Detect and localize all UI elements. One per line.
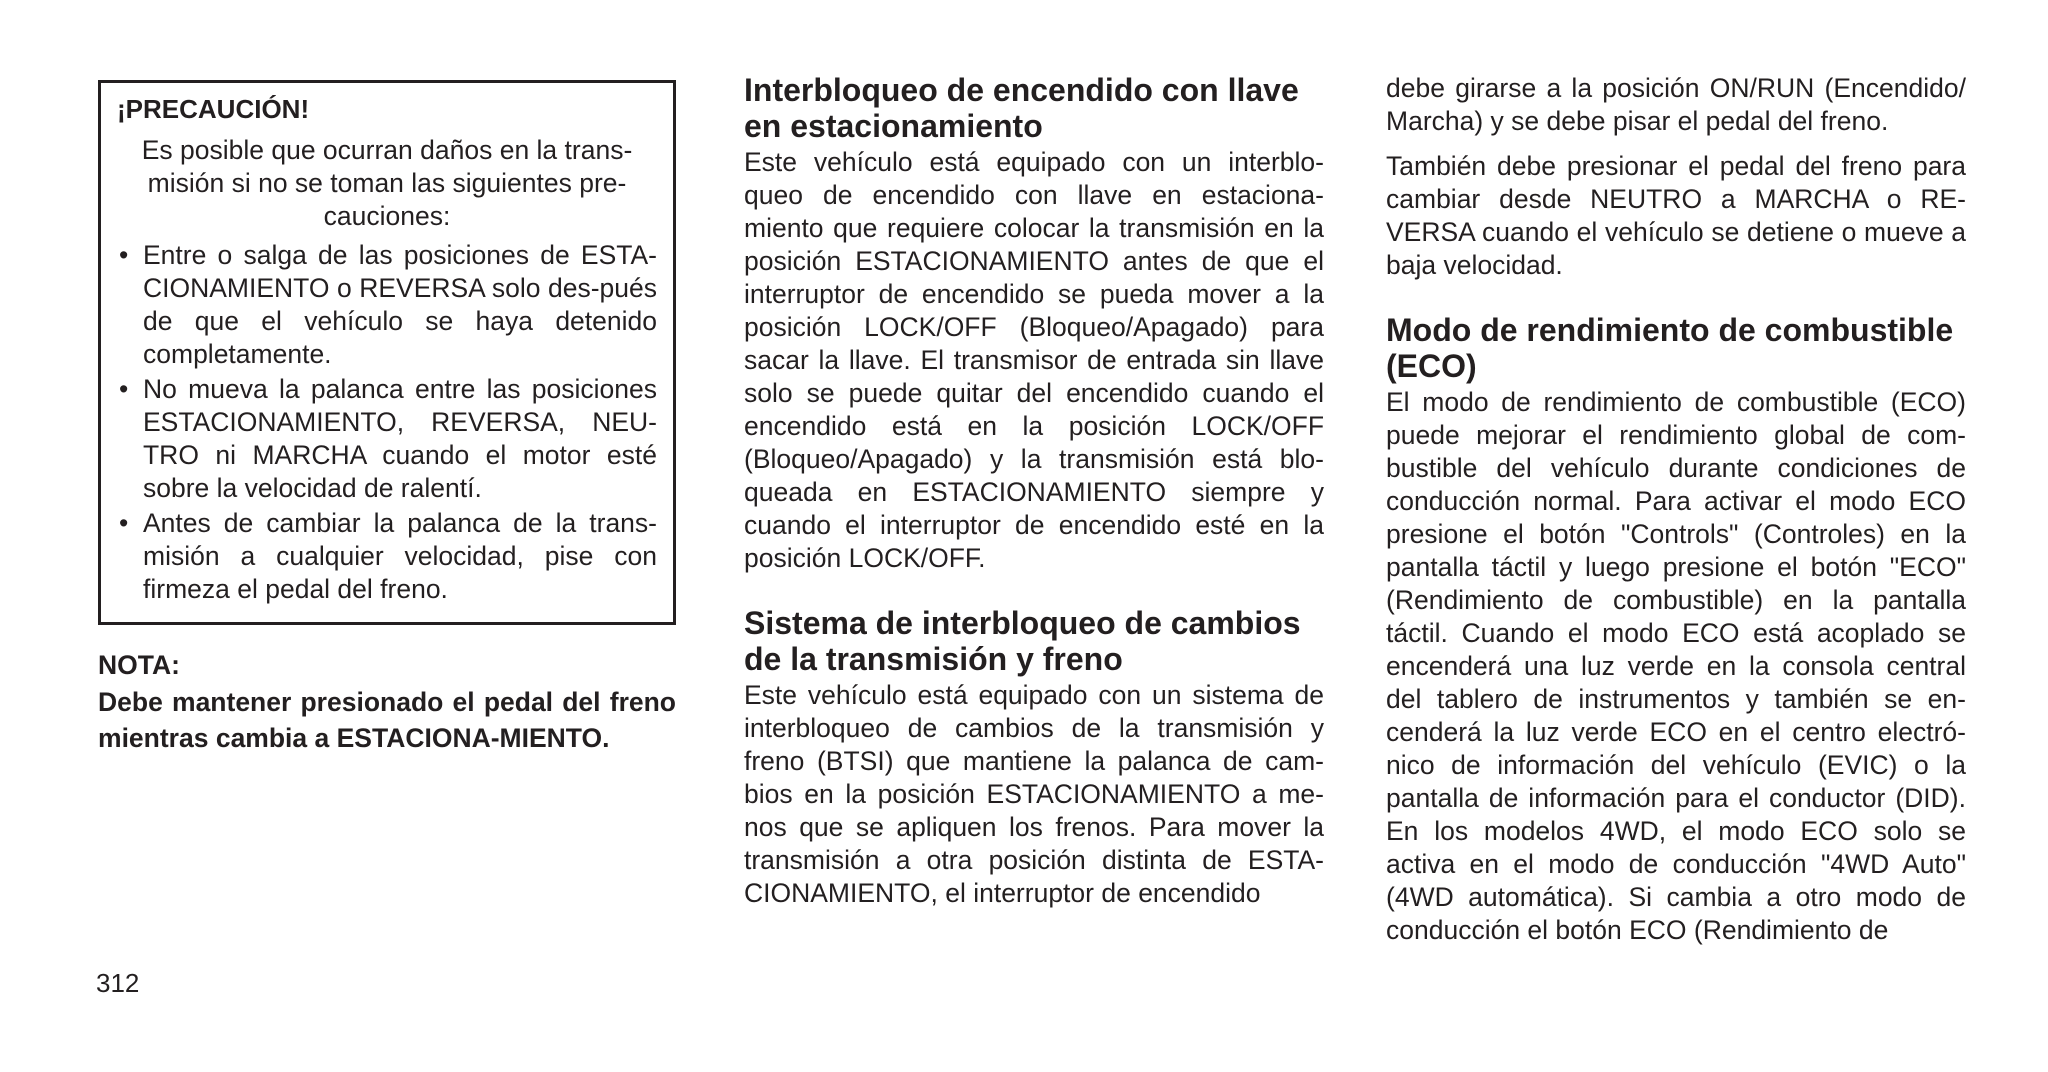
caution-bullet-text: Entre o salga de las posiciones de ESTA-CIONAMIENTO o REVERSA solo des-pués de que el vehículo se haya detenido completamente. — [143, 240, 657, 369]
caution-bullet-text: Antes de cambiar la palanca de la trans-misión a cualquier velocidad, pise con firmeza el pedal del freno. — [143, 508, 657, 604]
section-body-eco-mode: El modo de rendimiento de combustible (ECO) puede mejorar el rendimiento global de com-bustible del vehículo durante condiciones de conducción normal. Para activar el modo ECO presione el botón "Controls" (Controles) en la pantalla táctil y luego presione el botón "ECO" (Rendimiento de combustible) en la pantalla táctil. Cuando el modo ECO está acoplado se encenderá una luz verde en la consola central del tablero de instrumentos y también se en-cenderá la luz verde ECO en el centro electró-nico de información del vehículo (EVIC) o la pantalla de información para el conductor (DID). En los modelos 4WD, el modo ECO solo se activa en el modo de conducción "4WD Auto" (4WD automática). Si cambia a otro modo de conducción el botón ECO (Rendimiento de — [1386, 387, 1966, 945]
note-title: NOTA: — [98, 650, 180, 680]
caution-bullet-item — [117, 239, 657, 371]
caution-bullet-list — [117, 239, 657, 606]
note-body: Debe mantener presionado el pedal del freno mientras cambia a ESTACIONA-MIENTO. — [98, 687, 676, 753]
brake-shift-paragraph: También debe presionar el pedal del freno para cambiar desde NEUTRO a MARCHA o RE-VERSA cuando el vehículo se detiene o mueve a baja velocidad. — [1386, 151, 1966, 280]
section-body-ignition-interlock: Este vehículo está equipado con un interblo-queo de encendido con llave en estaciona-miento que requiere colocar la transmisión en la posición ESTACIONAMIENTO antes de que el interruptor de encendido se pueda mover a la posición LOCK/OFF (Bloqueo/Apagado) para sacar la llave. El transmisor de entrada sin llave solo se puede quitar del encendido cuando el encendido está en la posición LOCK/OFF (Bloqueo/Apagado) y la transmisión está blo-queada en ESTACIONAMIENTO siempre y cuando el interruptor de encendido esté en la posición LOCK/OFF. — [744, 147, 1324, 573]
caution-bullet-item — [117, 507, 657, 606]
left-column — [98, 72, 676, 756]
caution-box — [98, 80, 676, 625]
section-body-btsi: Este vehículo está equipado con un sistema de interbloqueo de cambios de la transmisión y freno (BTSI) que mantiene la palanca de cam-bios en la posición ESTACIONAMIENTO a me-nos que se apliquen los frenos. Para mover la transmisión a otra posición distinta de ESTA-CIONAMIENTO, el interruptor de encendido — [744, 680, 1324, 908]
section-heading-ignition-interlock: Interbloqueo de encendido con llave en estacionamiento — [744, 72, 1299, 144]
btsi-continued-paragraph: debe girarse a la posición ON/RUN (Encendido/ Marcha) y se debe pisar el pedal del freno. — [1386, 73, 1966, 136]
caution-bullet-item — [117, 373, 657, 505]
section-heading-btsi: Sistema de interbloqueo de cambios de la transmisión y freno — [744, 605, 1301, 677]
page-number: 312 — [96, 968, 140, 998]
caution-intro: Es posible que ocurran daños en la trans-misión si no se toman las siguientes pre-cauciones: — [141, 135, 633, 231]
caution-title: ¡PRECAUCIÓN! — [117, 94, 310, 124]
caution-bullet-text: No mueva la palanca entre las posiciones ESTACIONAMIENTO, REVERSA, NEU-TRO ni MARCHA cuando el motor esté sobre la velocidad de ralentí. — [143, 374, 657, 503]
middle-column — [744, 72, 1324, 940]
bullet-icon: • — [119, 240, 129, 270]
bullet-icon: • — [119, 508, 129, 538]
right-column — [1386, 72, 1966, 977]
section-heading-eco-mode: Modo de rendimiento de combustible (ECO) — [1386, 312, 1954, 384]
bullet-icon: • — [119, 374, 129, 404]
